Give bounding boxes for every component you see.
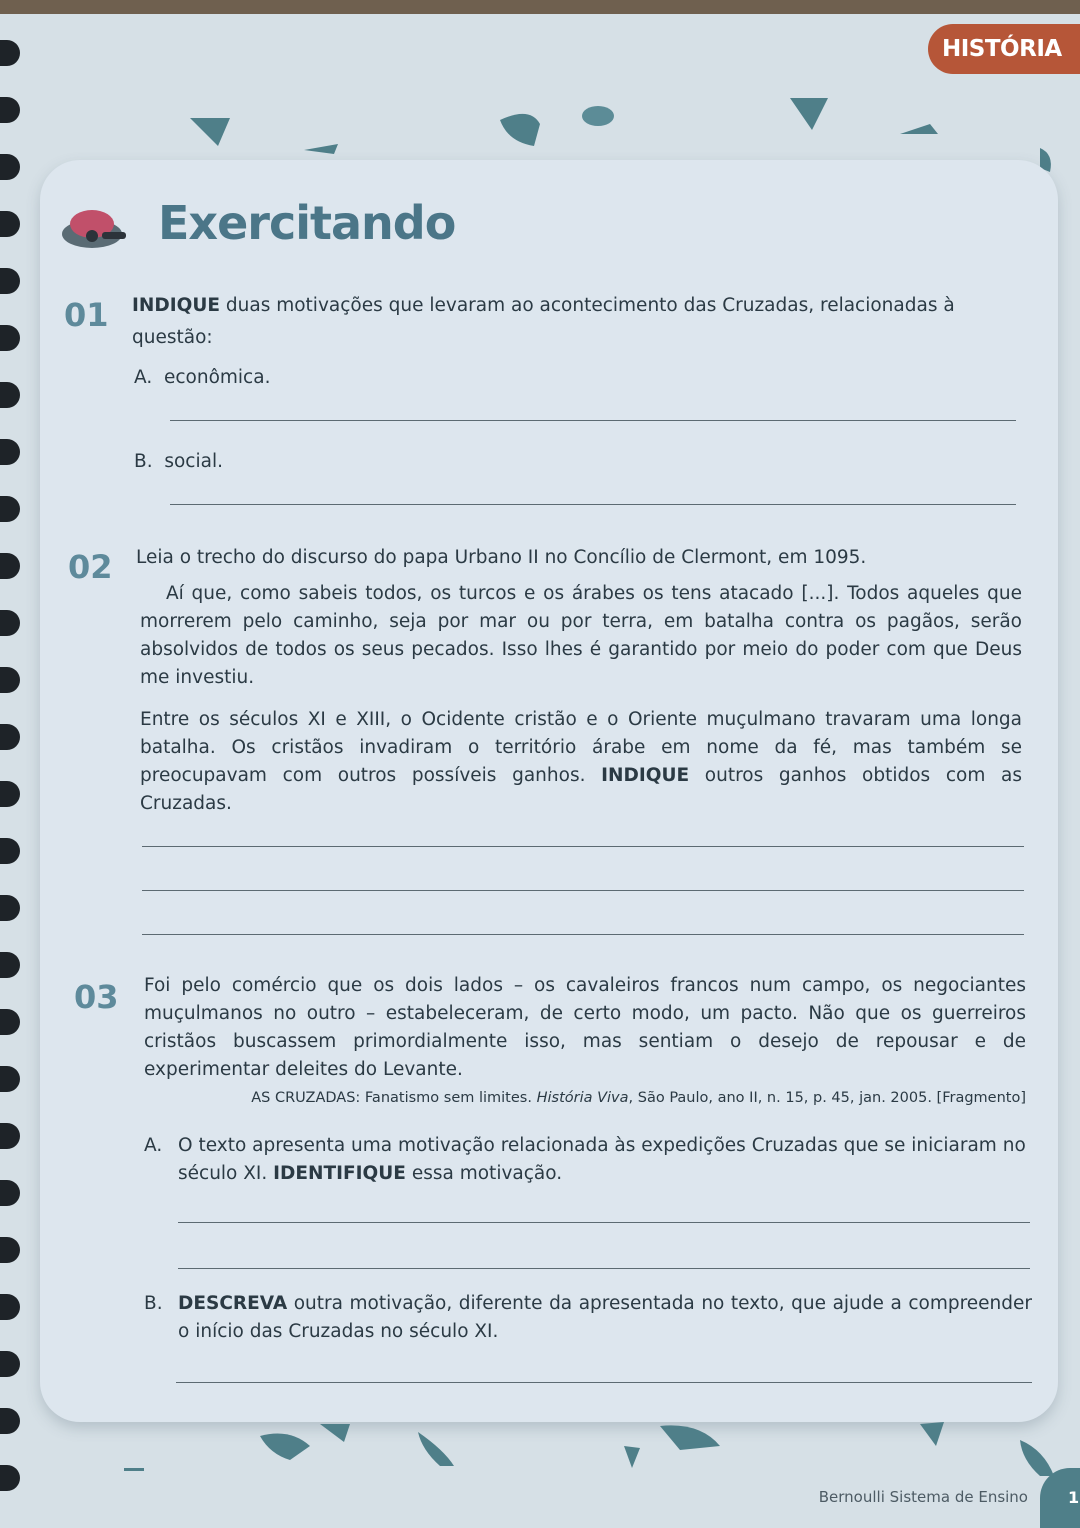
binding-ring bbox=[0, 1123, 20, 1149]
binding-ring bbox=[0, 1066, 20, 1092]
answer-line[interactable] bbox=[142, 890, 1024, 891]
binding-ring bbox=[0, 1180, 20, 1206]
binding-ring bbox=[0, 1465, 20, 1491]
prompt-text: duas motivações que levaram ao acontecimento das Cruzadas, relacionadas à bbox=[225, 295, 955, 316]
deco-shape bbox=[624, 1446, 640, 1468]
subject-badge bbox=[928, 24, 1080, 74]
item-text: O texto apresenta uma motivação relacionada às expedições Cruzadas que se iniciaram no século XI. bbox=[178, 1135, 1026, 1184]
question-intro: Leia o trecho do discurso do papa Urbano II no Concílio de Clermont, em 1095. bbox=[136, 547, 867, 568]
quote-text: Aí que, como sabeis todos, os turcos e os árabes os tens atacado [...]. Todos aqueles que morrerem pelo caminho, seja por mar ou por terra, em batalha contra os pagãos, serão absolvidos de todos os seus pecados. Isso lhes é garantido por meio do poder com que Deus me investiu. bbox=[140, 583, 1022, 688]
deco-shape bbox=[920, 1422, 944, 1446]
binding-ring bbox=[0, 268, 20, 294]
binding-ring bbox=[0, 838, 20, 864]
question-prompt bbox=[132, 292, 1022, 320]
binding-ring bbox=[0, 667, 20, 693]
body-text-end: outros ganhos obtidos com as Cruzadas. bbox=[140, 765, 1022, 814]
binding-ring bbox=[0, 1237, 20, 1263]
command-word: INDIQUE bbox=[601, 765, 690, 786]
subject-label: HISTÓRIA bbox=[942, 36, 1062, 62]
item-text: social. bbox=[164, 451, 223, 472]
item-label: A. bbox=[134, 367, 153, 388]
answer-line[interactable] bbox=[178, 1222, 1030, 1223]
citation-end: , São Paulo, ano II, n. 15, p. 45, jan. 2005. [Fragmento] bbox=[628, 1090, 1026, 1106]
item-label: B. bbox=[144, 1293, 163, 1314]
binding-ring bbox=[0, 781, 20, 807]
binding-ring bbox=[0, 211, 20, 237]
question-number: 01 bbox=[64, 296, 109, 334]
item-text-end: essa motivação. bbox=[411, 1163, 563, 1184]
citation-title: História Viva bbox=[536, 1090, 629, 1106]
binding-ring bbox=[0, 97, 20, 123]
section-title: Exercitando bbox=[158, 196, 456, 250]
source-text: Foi pelo comércio que os dois lados – os cavaleiros francos num campo, os negociantes muçulmanos no outro – estabeleceram, de certo modo, um pacto. Não que os guerreiros cristãos buscassem primordialmente isso, mas sentiam o desejo de repousar e de experimentar deleites do Levante. bbox=[144, 975, 1026, 1080]
item-label: B. bbox=[134, 451, 153, 472]
binding-ring bbox=[0, 40, 20, 66]
deco-shape bbox=[304, 144, 338, 154]
command-word: IDENTIFIQUE bbox=[273, 1163, 406, 1184]
page-number-text: 1 bbox=[1068, 1488, 1080, 1507]
body-text: Entre os séculos XI e XIII, o Ocidente cristão e o Oriente muçulmano travaram uma longa batalha. Os cristãos invadiram o território árabe em nome da fé, mas também se preocupavam com outros possíveis ganhos. bbox=[140, 709, 1022, 786]
answer-line[interactable] bbox=[142, 846, 1024, 847]
question-body bbox=[140, 706, 1022, 818]
deco-shape bbox=[582, 106, 614, 126]
binding-ring bbox=[0, 382, 20, 408]
binding-ring bbox=[0, 439, 20, 465]
prompt-continuation: questão: bbox=[132, 327, 213, 348]
binding-ring bbox=[0, 325, 20, 351]
deco-shape bbox=[418, 1432, 454, 1466]
list-item bbox=[134, 364, 270, 392]
spiral-binding bbox=[0, 40, 22, 1516]
question-number: 03 bbox=[74, 978, 119, 1016]
deco-shape bbox=[500, 114, 540, 146]
list-item bbox=[134, 448, 223, 476]
binding-ring bbox=[0, 1294, 20, 1320]
answer-line[interactable] bbox=[178, 1268, 1030, 1269]
decorative-shapes-bottom bbox=[20, 1418, 1080, 1488]
top-edge bbox=[0, 0, 1080, 14]
publisher-footer: Bernoulli Sistema de Ensino bbox=[818, 1488, 1028, 1506]
command-word: DESCREVA bbox=[178, 1293, 288, 1314]
deco-shape bbox=[320, 1424, 350, 1442]
item-text: outra motivação, diferente da apresentada no texto, que ajude a compreender o início das Cruzadas no século XI. bbox=[178, 1293, 1033, 1342]
answer-line[interactable] bbox=[170, 420, 1016, 421]
binding-ring bbox=[0, 724, 20, 750]
binding-ring bbox=[0, 610, 20, 636]
deco-shape bbox=[1020, 1440, 1054, 1476]
deco-shape bbox=[260, 1434, 310, 1460]
binding-ring bbox=[0, 1408, 20, 1434]
binding-ring bbox=[0, 1009, 20, 1035]
command-word: INDIQUE bbox=[132, 295, 220, 316]
answer-line[interactable] bbox=[170, 504, 1016, 505]
brain-icon bbox=[62, 202, 128, 250]
binding-ring bbox=[0, 895, 20, 921]
item-text: econômica. bbox=[163, 367, 271, 388]
answer-line[interactable] bbox=[142, 934, 1024, 935]
citation-start: AS CRUZADAS: Fanatismo sem limites. bbox=[251, 1090, 532, 1106]
source-citation bbox=[140, 1090, 1026, 1106]
deco-shape bbox=[790, 98, 828, 130]
question-number: 02 bbox=[68, 548, 113, 586]
item-label: A. bbox=[144, 1135, 163, 1156]
binding-ring bbox=[0, 553, 20, 579]
binding-ring bbox=[0, 496, 20, 522]
item-a-text bbox=[178, 1132, 1030, 1188]
deco-shape bbox=[190, 118, 230, 146]
binding-ring bbox=[0, 154, 20, 180]
binding-ring bbox=[0, 952, 20, 978]
deco-shape bbox=[660, 1425, 720, 1450]
answer-line[interactable] bbox=[176, 1382, 1032, 1383]
binding-ring bbox=[0, 1351, 20, 1377]
item-b-text bbox=[178, 1290, 1032, 1346]
deco-shape bbox=[900, 124, 938, 134]
deco-shape bbox=[124, 1468, 144, 1471]
